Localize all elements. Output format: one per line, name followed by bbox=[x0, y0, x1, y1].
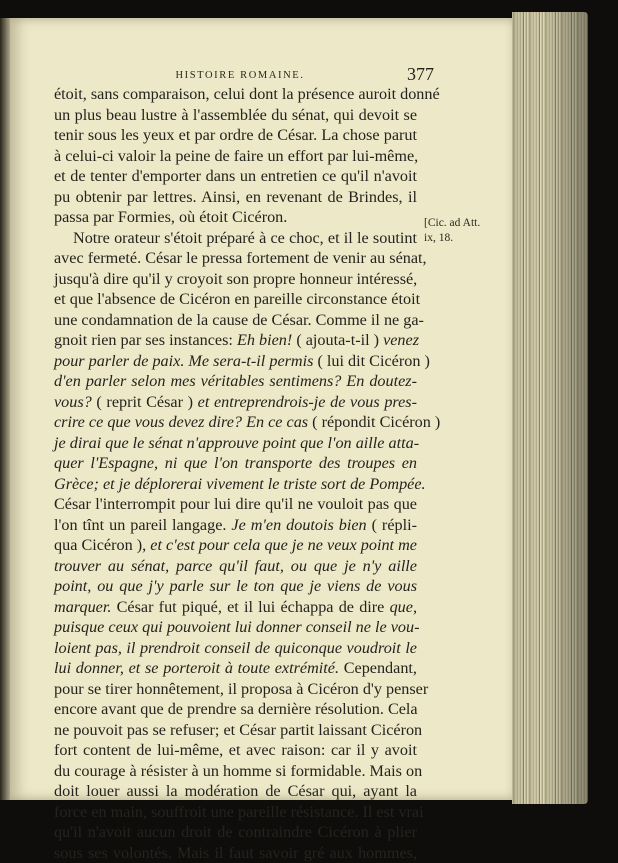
italic-run: vous? bbox=[54, 393, 92, 411]
text-run: un plus beau lustre à l'assemblée du sénat, qui devoit se bbox=[54, 106, 417, 124]
italic-run: quer l'Espagne, ni que l'on transporte des troupes en bbox=[54, 454, 417, 472]
text-line bbox=[54, 289, 417, 310]
text-run: gnoit rien par ses instances: bbox=[54, 331, 237, 349]
text-run: et que l'absence de Cicéron en pareille circonstance étoit bbox=[54, 290, 420, 308]
text-run: force en main, souffroit une pareille résistance. Il est vrai bbox=[54, 803, 424, 821]
italic-run: puisque ceux qui pouvoient lui donner conseil ne le vou- bbox=[54, 618, 419, 636]
italic-run: Grèce; et je déplorerai vivement le triste sort de Pompée. bbox=[54, 475, 426, 493]
text-line bbox=[54, 781, 417, 802]
text-run: passa par Formies, où étoit Cicéron. bbox=[54, 208, 287, 226]
page-edges-shade bbox=[512, 12, 588, 804]
italic-run: loient pas, il prendroit conseil de quiconque voudroit le bbox=[54, 639, 417, 657]
body-text bbox=[54, 84, 417, 863]
text-line bbox=[54, 843, 417, 863]
text-line bbox=[54, 597, 417, 618]
italic-run: crire ce que vous devez dire? En ce cas bbox=[54, 413, 308, 431]
italic-run: Eh bien! bbox=[237, 331, 292, 349]
text-line bbox=[54, 658, 417, 679]
text-line bbox=[54, 84, 417, 105]
text-run: à celui-ci valoir la peine de faire un effort par lui-même, bbox=[54, 147, 418, 165]
text-line bbox=[54, 392, 417, 413]
italic-run: et entreprendrois-je de vous pres- bbox=[198, 393, 417, 411]
page-number: 377 bbox=[407, 64, 434, 85]
text-line bbox=[54, 679, 417, 700]
text-run: César l'interrompit pour lui dire qu'il ne vouloit pas que bbox=[54, 495, 417, 513]
text-line bbox=[54, 494, 417, 515]
text-line bbox=[54, 453, 417, 474]
text-run: ( ajouta-t-il ) bbox=[292, 331, 383, 349]
text-line bbox=[54, 802, 417, 823]
text-line bbox=[54, 351, 417, 372]
text-run: ( reprit César ) bbox=[92, 393, 198, 411]
text-run: jusqu'à dire qu'il y croyoit son propre honneur intéressé, bbox=[54, 270, 417, 288]
text-line bbox=[54, 699, 417, 720]
text-run: Cependant, bbox=[339, 659, 417, 677]
text-line bbox=[54, 433, 417, 454]
text-line bbox=[54, 187, 417, 208]
text-line bbox=[54, 638, 417, 659]
italic-run: pour parler de paix. Me sera-t-il permis bbox=[54, 352, 313, 370]
text-run: doit louer aussi la modération de César qui, ayant la bbox=[54, 782, 417, 800]
italic-run: marquer. bbox=[54, 598, 111, 616]
margin-note-line: ix, 18. bbox=[424, 231, 486, 246]
text-run: pour se tirer honnêtement, il proposa à Cicéron d'y penser bbox=[54, 680, 428, 698]
text-run: l'on tînt un pareil langage. bbox=[54, 516, 231, 534]
text-line bbox=[54, 146, 417, 167]
text-line bbox=[54, 166, 417, 187]
text-run: ( répondit Cicéron ) bbox=[308, 413, 440, 431]
text-line bbox=[54, 310, 417, 331]
text-run: pu obtenir par lettres. Ainsi, en revenant de Brindes, il bbox=[54, 188, 417, 206]
italic-run: que, bbox=[390, 598, 417, 616]
text-line bbox=[54, 207, 417, 228]
text-line bbox=[54, 822, 417, 843]
margin-note bbox=[424, 216, 486, 246]
text-run: et de tenter d'emporter dans un entretien ce qu'il n'avoit bbox=[54, 167, 417, 185]
text-line bbox=[54, 248, 417, 269]
text-line bbox=[54, 740, 417, 761]
italic-run: je dirai que le sénat n'approuve point que l'on aille atta- bbox=[54, 434, 419, 452]
text-line bbox=[54, 269, 417, 290]
text-line bbox=[54, 576, 417, 597]
text-run: avec fermeté. César le pressa fortement de venir au sénat, bbox=[54, 249, 427, 267]
text-line bbox=[54, 720, 417, 741]
text-run: tenir sous les yeux et par ordre de César. La chose parut bbox=[54, 126, 417, 144]
italic-run: Je m'en doutois bien bbox=[231, 516, 366, 534]
text-line bbox=[54, 412, 417, 433]
text-line bbox=[54, 125, 417, 146]
text-run: qu'il n'avoit aucun droit de contraindre Cicéron à plier bbox=[54, 823, 417, 841]
text-run: César fut piqué, et il lui échappa de dire bbox=[111, 598, 389, 616]
text-line bbox=[54, 515, 417, 536]
italic-run: et c'est pour cela que je ne veux point me bbox=[150, 536, 417, 554]
italic-run: venez bbox=[383, 331, 419, 349]
text-line bbox=[54, 556, 417, 577]
text-run: Notre orateur s'étoit préparé à ce choc, et il le soutint bbox=[73, 229, 417, 247]
text-line bbox=[54, 535, 417, 556]
text-run: ( répli- bbox=[367, 516, 417, 534]
italic-run: trouver au sénat, parce qu'il faut, ou que je n'y aille bbox=[54, 557, 417, 575]
text-run: encore avant que de prendre sa dernière résolution. Cela bbox=[54, 700, 418, 718]
margin-note-line: [Cic. ad Att. bbox=[424, 216, 486, 231]
italic-run: point, ou que j'y parle sur le ton que je viens de vous bbox=[54, 577, 417, 595]
text-line bbox=[54, 105, 417, 126]
text-line bbox=[54, 761, 417, 782]
italic-run: d'en parler selon mes véritables sentimens? En doutez- bbox=[54, 372, 417, 390]
text-run: une condamnation de la cause de César. Comme il ne ga- bbox=[54, 311, 424, 329]
text-run: sous ses volontés. Mais il faut savoir gré aux hommes, bbox=[54, 844, 417, 862]
italic-run: lui donner, et se porteroit à toute extrémité. bbox=[54, 659, 339, 677]
text-line bbox=[54, 617, 417, 638]
text-run: ne pouvoit pas se refuser; et César partit laissant Cicéron bbox=[54, 721, 422, 739]
text-run: qua Cicéron ), bbox=[54, 536, 150, 554]
text-line bbox=[54, 371, 417, 392]
running-title: HISTOIRE ROMAINE. bbox=[52, 70, 428, 81]
text-run: fort content de lui-même, et avec raison: car il y avoit bbox=[54, 741, 417, 759]
text-line bbox=[54, 330, 417, 351]
text-run: du courage à résister à un homme si formidable. Mais on bbox=[54, 762, 422, 780]
text-line bbox=[54, 474, 417, 495]
text-run: étoit, sans comparaison, celui dont la présence auroit donné bbox=[54, 85, 440, 103]
text-run: ( lui dit Cicéron ) bbox=[313, 352, 429, 370]
text-line bbox=[54, 228, 417, 249]
